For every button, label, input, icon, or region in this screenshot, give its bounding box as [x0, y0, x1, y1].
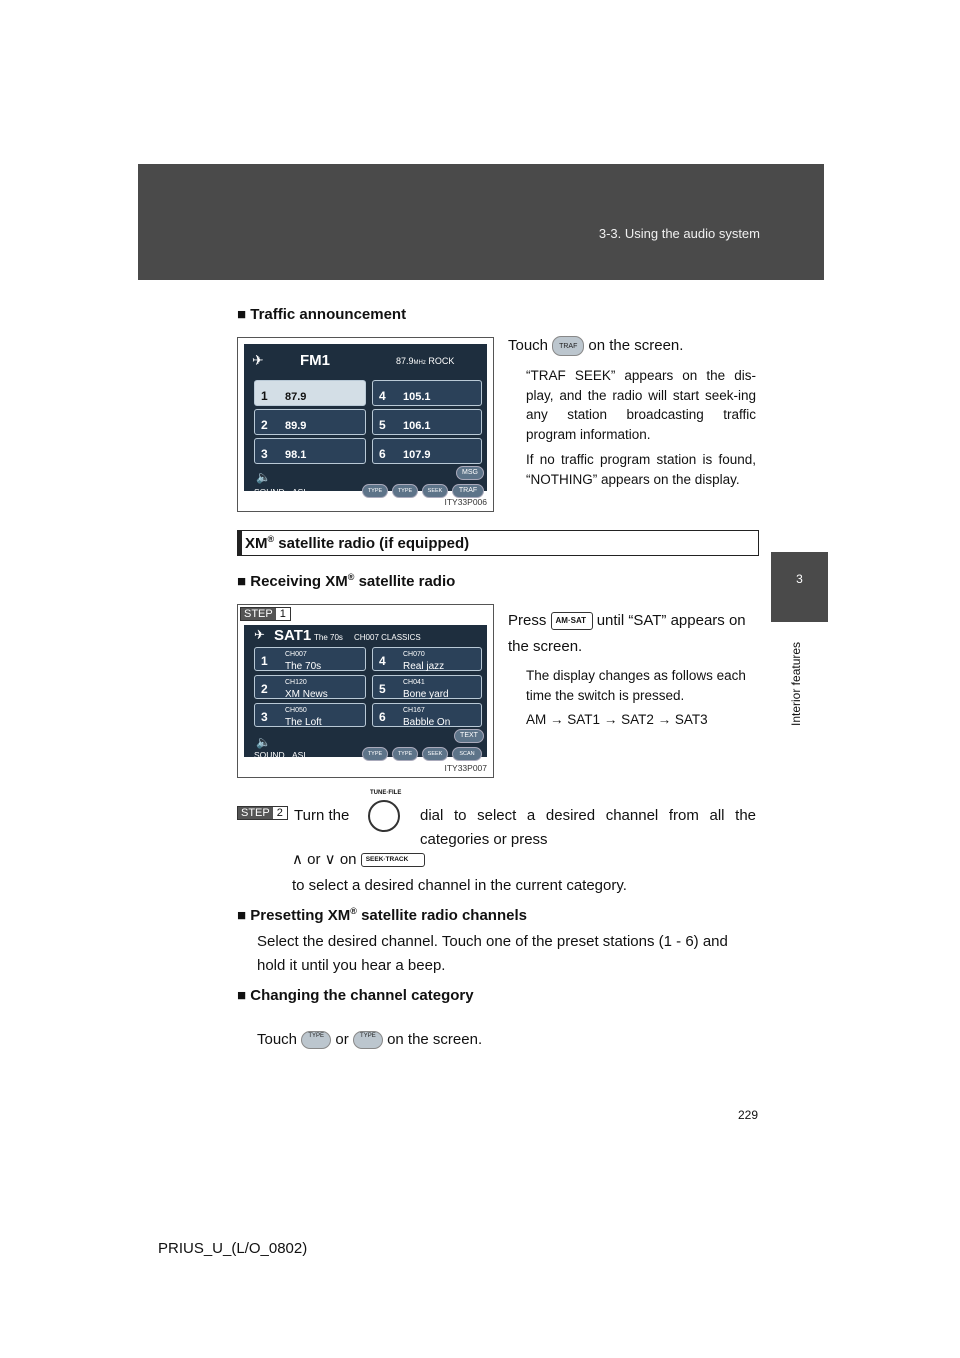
speaker-icon: 🔈	[256, 470, 271, 484]
fm-screen-illustration	[237, 337, 494, 512]
type-prev-button: TYPE	[362, 747, 388, 761]
sat-display	[244, 625, 487, 760]
square-bullet: ■	[237, 987, 251, 1004]
type-seek-button: SEEK	[422, 747, 448, 761]
band-label: SAT1	[274, 627, 312, 644]
type-prev-icon: TYPE	[301, 1031, 331, 1049]
sound-label: SOUND	[254, 750, 285, 760]
square-bullet: ■	[237, 573, 251, 590]
type-prev-button: TYPE	[362, 484, 388, 498]
asl-label: ASL	[292, 750, 309, 760]
page-number: 229	[737, 1108, 758, 1122]
traffic-para-2: If no traffic program station is found, “NOTHING” appears on the display.	[526, 452, 756, 487]
seek-track-button-icon: SEEK·TRACK	[361, 853, 425, 867]
chapter-number: 3	[771, 552, 828, 622]
square-bullet: ■	[237, 907, 251, 924]
step2-text-1: Turn the	[294, 807, 350, 824]
traf-button: TRAF	[452, 484, 484, 498]
traf-icon: TRAF	[552, 336, 584, 356]
asl-label: ASL	[292, 487, 309, 497]
sat-preset-1: 1 CH007 The 70s	[254, 647, 366, 671]
msg-button: MSG	[456, 466, 484, 480]
step1-instruction: Press AM·SAT until “SAT” appears on the screen.	[508, 612, 746, 656]
step-1-badge: STEP 1	[240, 607, 291, 621]
changing-heading: ■ Changing the channel category	[237, 987, 474, 1004]
xm-section-heading: XM® satellite radio (if equipped)	[237, 530, 759, 556]
step2-text-3: to select a desired channel in the current category.	[292, 877, 627, 894]
arrow-right-icon: →	[550, 712, 564, 727]
up-symbol: ∧	[292, 851, 303, 868]
traffic-instruction: Touch TRAF on the screen.	[508, 334, 683, 358]
antenna-icon: ✈	[254, 627, 265, 642]
arrow-right-icon: →	[603, 712, 618, 727]
now-playing: 87.9MHz ROCK	[396, 356, 455, 366]
step2-text-2: dial to select a desired channel from all the categories or press	[420, 807, 756, 848]
text-button: TEXT	[454, 729, 484, 743]
chapter-label: Interior features	[789, 641, 803, 726]
sat-preset-5: 5 CH041 Bone yard	[372, 675, 482, 699]
traffic-para-1: “TRAF SEEK” appears on the dis-play, and the radio will start seek-ing any station broadcasting traffic program information.	[526, 368, 756, 442]
speaker-icon: 🔈	[256, 735, 271, 749]
presetting-heading: ■ Presetting XM® satellite radio channels	[237, 906, 527, 924]
am-sat-button-icon: AM·SAT	[551, 612, 593, 630]
type-next-button: TYPE	[392, 484, 418, 498]
type-scan-button: SCAN	[452, 747, 482, 761]
down-symbol: ∨	[324, 851, 336, 868]
preset-5: 5 106.1	[372, 409, 482, 435]
step-2-badge: STEP 2	[237, 806, 288, 820]
tune-file-dial-icon	[368, 800, 400, 832]
preset-6: 6 107.9	[372, 438, 482, 464]
section-title: 3-3. Using the audio system	[598, 226, 760, 241]
document-code: PRIUS_U_(L/O_0802)	[158, 1240, 308, 1257]
header-band	[138, 164, 824, 280]
sat-preset-6: 6 CH167 Babble On	[372, 703, 482, 727]
antenna-icon: ✈	[252, 352, 264, 368]
type-next-button: TYPE	[392, 747, 418, 761]
type-next-icon: TYPE	[353, 1031, 383, 1049]
traffic-heading: ■ Traffic announcement	[237, 306, 407, 323]
preset-3: 3 98.1	[254, 438, 366, 464]
presetting-body: Select the desired channel. Touch one of the preset stations (1 - 6) and hold it until you hear a beep.	[257, 933, 728, 974]
sound-label: SOUND	[254, 487, 285, 497]
receiving-para: The display changes as follows each time the switch is pressed.	[526, 668, 746, 703]
preset-1: 1 87.9	[254, 380, 366, 406]
band-label: FM1	[300, 352, 330, 369]
square-bullet: ■	[237, 306, 251, 323]
chapter-tab	[771, 622, 828, 732]
sat-preset-4: 4 CH070 Real jazz	[372, 647, 482, 671]
fm-display	[244, 344, 487, 497]
step2-line-2: ∧ or ∨ on SEEK·TRACK	[292, 848, 758, 872]
preset-2: 2 89.9	[254, 409, 366, 435]
dial-label: TUNE·FILE	[370, 790, 402, 796]
receiving-heading: ■ Receiving XM® satellite radio	[237, 572, 456, 590]
figure-code: ITY33P006	[444, 497, 487, 507]
band-sequence: AM → SAT1 → SAT2 → SAT3	[526, 712, 708, 727]
arrow-right-icon: →	[657, 712, 672, 727]
figure-code: ITY33P007	[444, 763, 487, 773]
type-seek-button: SEEK	[422, 484, 448, 498]
preset-4: 4 105.1	[372, 380, 482, 406]
sat-preset-3: 3 CH050 The Loft	[254, 703, 366, 727]
sat-screen-illustration	[237, 604, 494, 778]
sub-label: The 70s	[314, 633, 343, 642]
changing-instruction: Touch TYPE or TYPE on the screen.	[257, 1031, 483, 1048]
current-channel: CH007 CLASSICS	[354, 633, 421, 642]
sat-preset-2: 2 CH120 XM News	[254, 675, 366, 699]
